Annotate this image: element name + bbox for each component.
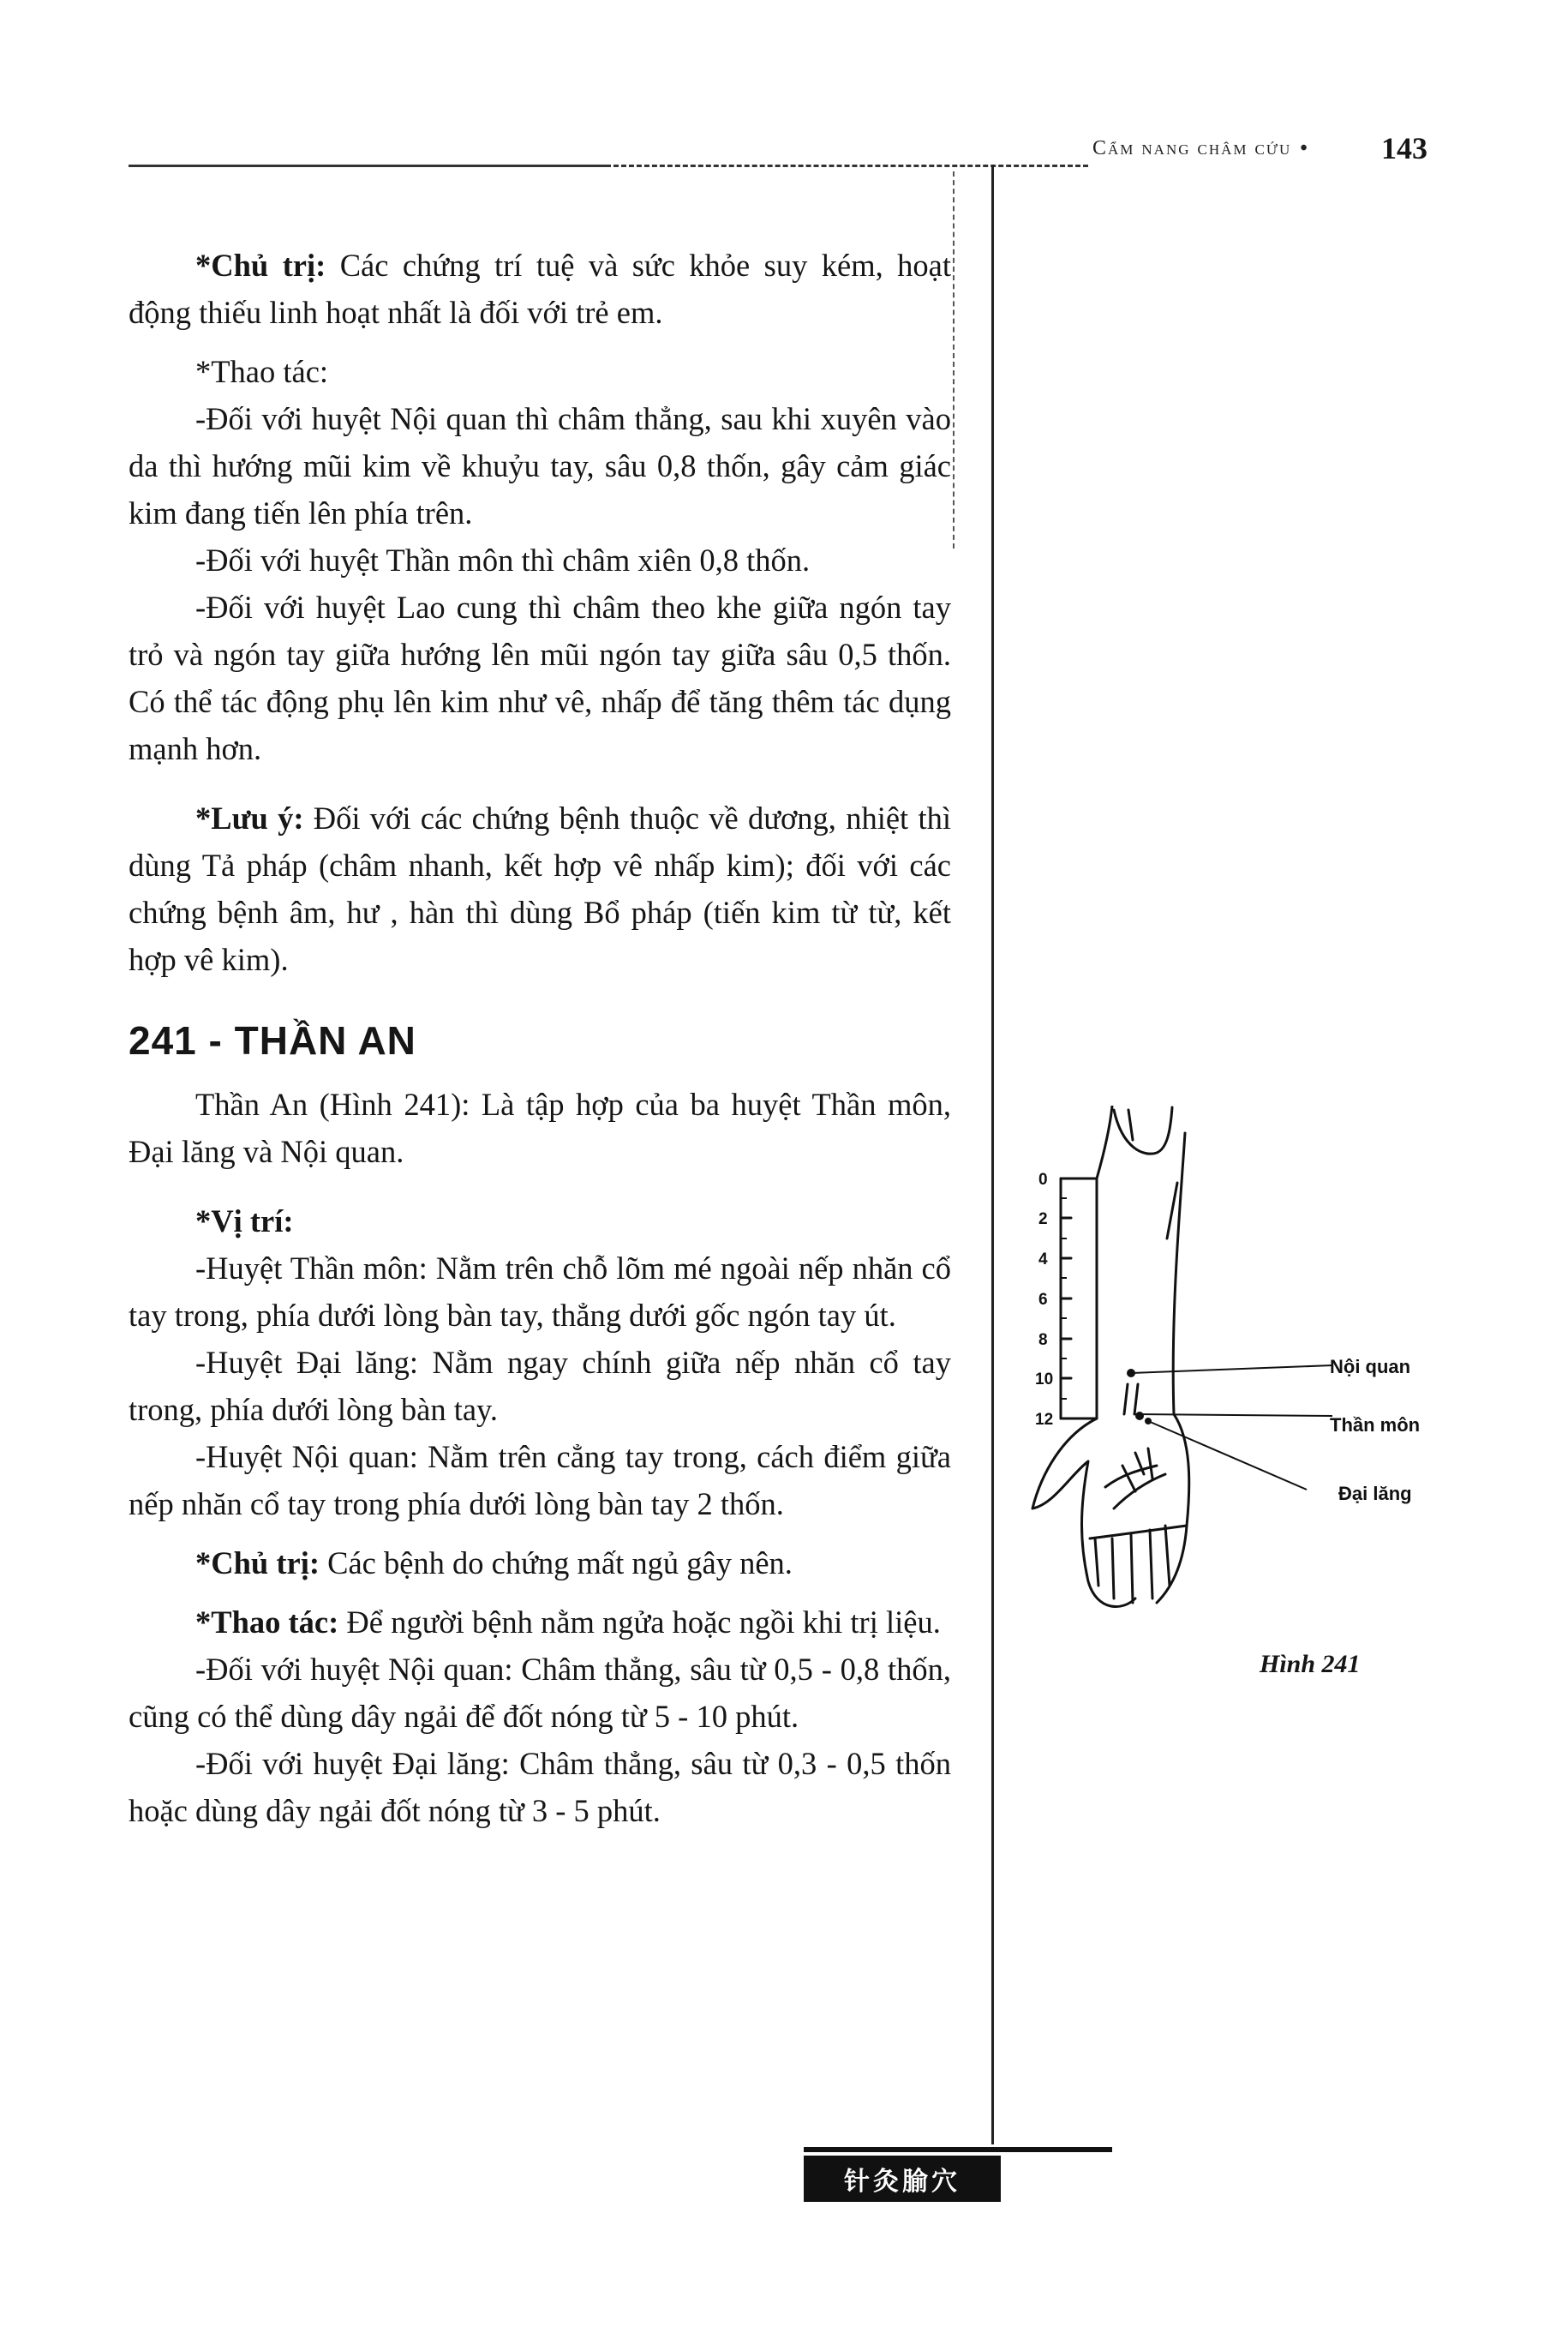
column-divider-dashed xyxy=(953,171,955,549)
stamp-label: 针灸腧穴 xyxy=(804,2156,1001,2202)
thao-tac-label: *Thao tác: xyxy=(195,354,329,389)
point-noi-quan xyxy=(1127,1369,1135,1377)
ruler-tick-10: 10 xyxy=(1035,1370,1054,1388)
label-dai-lang: Đại lăng xyxy=(1338,1483,1412,1504)
running-title xyxy=(1092,137,1318,160)
thao-tac-lao-cung: -Đối với huyệt Lao cung thì châm theo khe giữa ngón tay trỏ và ngón tay giữa hướng lên mũi ngón tay giữa sâu 0,5 thốn. Có thể tác động phụ lên kim như vê, nhấp để tăng thêm tác dụng mạnh hơn. xyxy=(129,590,951,766)
ruler-tick-8: 8 xyxy=(1038,1331,1048,1349)
column-divider xyxy=(991,165,994,2144)
forearm-mark xyxy=(1167,1183,1177,1238)
point-dai-lang xyxy=(1145,1418,1152,1424)
section-chu-tri-label: *Chủ trị: xyxy=(195,1545,320,1580)
leader-dai-lang xyxy=(1148,1421,1307,1490)
figure-241 xyxy=(1028,1106,1508,1654)
luu-y-label: *Lưu ý: xyxy=(195,801,304,836)
chu-tri-label: *Chủ trị: xyxy=(195,248,326,283)
page-number: 143 xyxy=(1381,131,1427,165)
hand-left xyxy=(1032,1418,1135,1607)
section-thao-tac-noi-quan: -Đối với huyệt Nội quan: Châm thẳng, sâu từ 0,5 - 0,8 thốn, cũng có thể dùng dây ngải để đốt nóng từ 5 - 10 phút. xyxy=(129,1652,951,1734)
header-bullet: • xyxy=(1300,137,1309,159)
header-rule-solid xyxy=(129,165,608,167)
ruler-tick-12: 12 xyxy=(1035,1411,1054,1429)
running-title-text: Cẩm nang châm cứu xyxy=(1092,137,1292,159)
label-noi-quan: Nội quan xyxy=(1330,1356,1411,1377)
luu-y-paragraph xyxy=(129,795,951,983)
section-thao-tac xyxy=(129,1598,951,1646)
figure-caption: Hình 241 xyxy=(1260,1650,1361,1678)
section-thao-tac-label: *Thao tác: xyxy=(195,1604,339,1640)
ruler-tick-0: 0 xyxy=(1038,1171,1048,1189)
forearm-illustration xyxy=(1028,1106,1508,1654)
leader-noi-quan xyxy=(1131,1365,1332,1373)
vi-tri-label: *Vị trí: xyxy=(195,1203,294,1238)
thao-tac-noi-quan: -Đối với huyệt Nội quan thì châm thẳng, sau khi xuyên vào da thì hướng mũi kim về khuỷu tay, sâu 0,8 thốn, gây cảm giác kim đang tiến lên phía trên. xyxy=(129,401,951,531)
chu-tri-paragraph xyxy=(129,242,951,336)
stamp-bar xyxy=(804,2147,1112,2152)
ruler-tick-6: 6 xyxy=(1038,1291,1048,1309)
vi-tri-dai-lang: -Huyệt Đại lăng: Nằm ngay chính giữa nếp nhăn cổ tay trong, phía dưới lòng bàn tay. xyxy=(129,1345,951,1427)
chu-tri-text: Các chứng trí tuệ và sức khỏe suy kém, hoạt động thiếu linh hoạt nhất là đối với trẻ em. xyxy=(129,248,952,330)
section-chu-tri-text: Các bệnh do chứng mất ngủ gây nên. xyxy=(319,1545,793,1580)
vi-tri-than-mon: -Huyệt Thần môn: Nằm trên chỗ lõm mé ngoài nếp nhăn cổ tay trong, phía dưới lòng bàn tay, thẳng dưới gốc ngón tay út. xyxy=(129,1250,951,1333)
section-thao-tac-text: Để người bệnh nằm ngửa hoặc ngồi khi trị liệu. xyxy=(338,1604,941,1640)
hand-right xyxy=(1157,1414,1189,1603)
section-intro: Thần An (Hình 241): Là tập hợp của ba huyệt Thần môn, Đại lăng và Nội quan. xyxy=(129,1087,951,1169)
elbow-curve xyxy=(1114,1107,1172,1154)
point-than-mon xyxy=(1135,1412,1144,1420)
text-column xyxy=(129,242,951,1834)
ruler-tick-2: 2 xyxy=(1038,1210,1048,1228)
label-than-mon: Thần môn xyxy=(1330,1414,1421,1436)
thao-tac-than-mon: -Đối với huyệt Thần môn thì châm xiên 0,8 thốn. xyxy=(195,543,811,578)
section-title: 241 - THẦN AN xyxy=(129,1018,416,1063)
forearm-left-top xyxy=(1097,1106,1112,1178)
luu-y-text: Đối với các chứng bệnh thuộc về dương, nhiệt thì dùng Tả pháp (châm nhanh, kết hợp vê nhấp kim); đối với các chứng bệnh âm, hư , hàn thì dùng Bổ pháp (tiến kim từ từ, kết hợp vê kim). xyxy=(129,801,951,977)
ruler-tick-4: 4 xyxy=(1038,1250,1048,1268)
vi-tri-noi-quan: -Huyệt Nội quan: Nằm trên cẳng tay trong, cách điểm giữa nếp nhăn cổ tay trong phía dưới lòng bàn tay 2 thốn. xyxy=(129,1439,951,1521)
elbow-line xyxy=(1128,1110,1133,1140)
section-chu-tri xyxy=(129,1539,951,1586)
section-thao-tac-dai-lang: -Đối với huyệt Đại lăng: Châm thẳng, sâu từ 0,3 - 0,5 thốn hoặc dùng dây ngải đốt nóng từ 3 - 5 phút. xyxy=(129,1746,951,1828)
leader-than-mon xyxy=(1135,1414,1332,1416)
